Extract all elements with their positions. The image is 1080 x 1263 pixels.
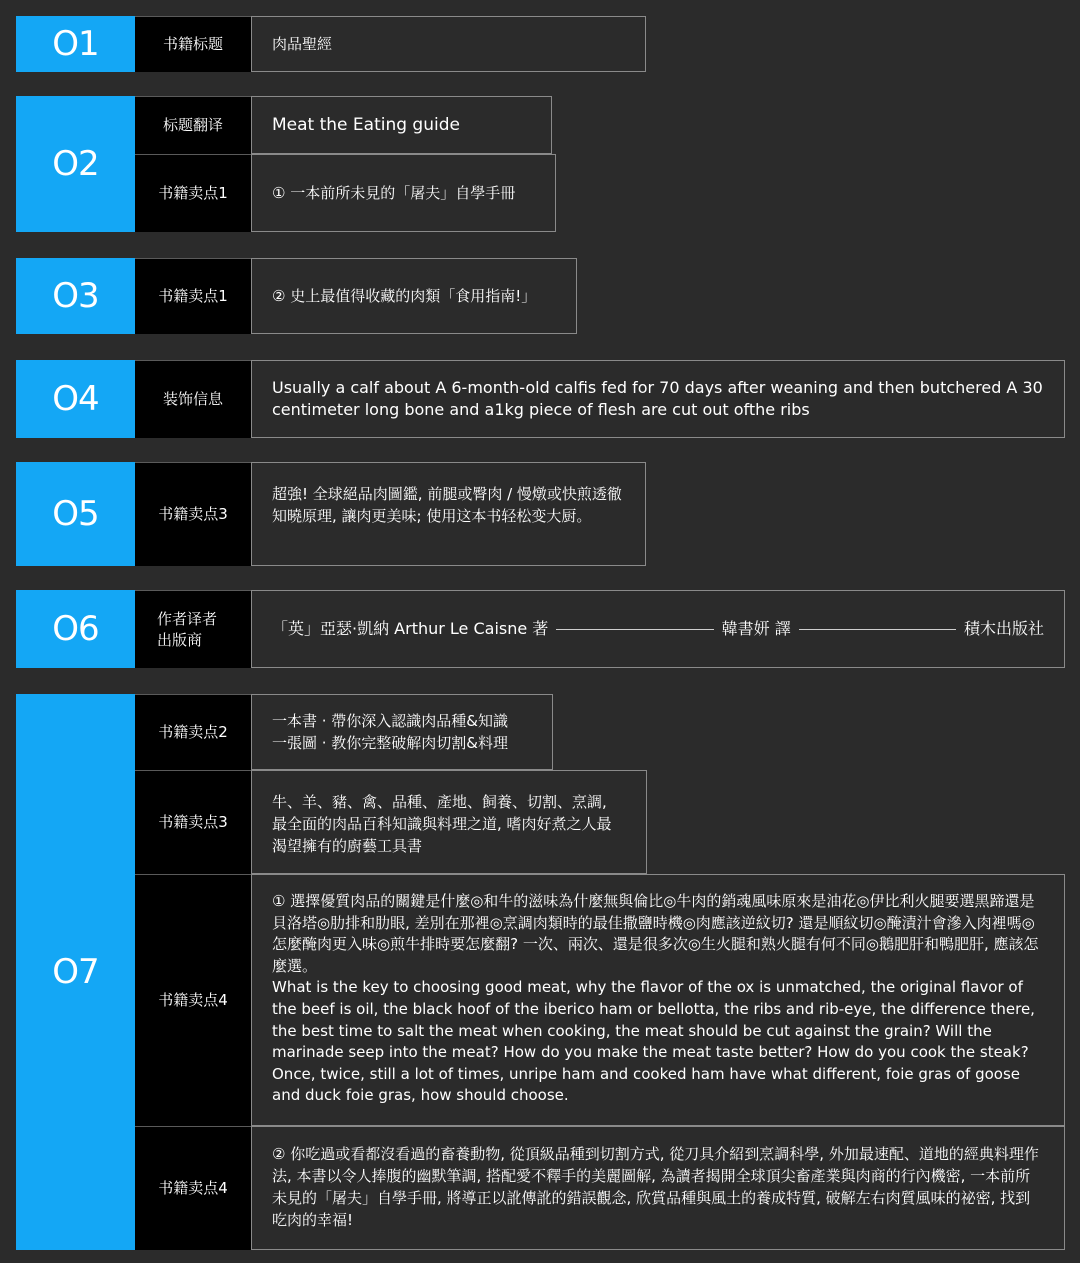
- field-label-author-translator-publisher: [135, 590, 251, 668]
- field-label-selling-point-1b: 书籍卖点1: [135, 258, 251, 334]
- field-value-selling-point-3: [251, 462, 646, 566]
- selling-point-1: ① 一本前所未見的「屠夫」自學手冊: [272, 184, 516, 202]
- title-translation: Meat the Eating guide: [272, 115, 460, 135]
- field-value-selling-point-4: [251, 874, 1065, 1126]
- selling-point-2-line-2: 一張圖 · 教你完整破解肉切割&料理: [272, 734, 509, 752]
- row-number-03: O3: [16, 258, 135, 334]
- selling-point-2-line-1: 一本書 · 帶你深入認識肉品種&知識: [272, 712, 509, 730]
- separator-line: [799, 629, 956, 630]
- field-value-title-translation: [251, 96, 552, 154]
- field-value-selling-point-2: [251, 694, 553, 770]
- selling-point-3: 超強! 全球絕品肉圖鑑, 前腿或臀肉 / 慢燉或快煎透徹知曉原理, 讓肉更美味; 使用这本书轻松变大厨。: [272, 485, 622, 525]
- label-line-1: 作者译者: [157, 609, 218, 628]
- decoration-info: Usually a calf about A 6-month-old calfis fed for 70 days after weaning and then butchered A 30 centimeter long bone and a1kg piece of flesh are cut out ofthe ribs: [272, 378, 1043, 419]
- field-value-selling-point-3b: [251, 770, 647, 874]
- translator: 韓書妍 譯: [721, 619, 791, 638]
- field-label-selling-point-2: 书籍卖点2: [135, 694, 251, 770]
- field-label-selling-point-3: 书籍卖点3: [135, 462, 251, 566]
- row-number-07: O7: [16, 694, 135, 1250]
- field-label-selling-point-3b: 书籍卖点3: [135, 770, 251, 874]
- author: 「英」亞瑟·凱納 Arthur Le Caisne 著: [272, 619, 549, 638]
- selling-point-4-english: What is the key to choosing good meat, why the flavor of the ox is unmatched, the original flavor of the beef is oil, the black hoof of the iberico ham or bellotta, the ribs and rib-eye, the difference there, the best time to salt the meat when cooking, the meat should be cut against the grain? Will the marinade seep into the meat? How do you make the meat taste better? How do you cook the steak? Once, twice, still a lot of times, unripe ham and cooked ham have what different, foie gras of goose and duck foie gras, how should choose.: [272, 978, 1035, 1105]
- row-number-01: O1: [16, 16, 135, 72]
- row-number-05: O5: [16, 462, 135, 566]
- field-value-title: [251, 16, 646, 72]
- selling-point-4b: ② 你吃過或看都沒看過的畜養動物, 從頂級品種到切割方式, 從刀具介紹到烹調科學, 外加最速配、道地的經典料理作法, 本書以令人捧腹的幽默筆調, 搭配愛不釋手的美麗圖解, 為讀者揭開全球頂尖畜產業與肉商的行內機密, 一本前所未見的「屠夫」自學手冊, 將導正以訛傳訛的錯誤觀念, 欣賞品種與風土的養成特質, 破解左右肉質風味的祕密, 找到吃肉的幸福!: [272, 1145, 1039, 1229]
- row-number-04: O4: [16, 360, 135, 438]
- field-value-selling-point-1: [251, 154, 556, 232]
- selling-point-3b: 牛、羊、豬、禽、品種、產地、飼養、切割、烹調, 最全面的肉品百科知識與料理之道, 嗜肉好煮之人最渴望擁有的廚藝工具書: [272, 793, 612, 855]
- field-label-selling-point-4: 书籍卖点4: [135, 874, 251, 1126]
- book-title: 肉品聖經: [272, 35, 333, 53]
- separator-line: [556, 629, 713, 630]
- field-value-decoration-info: [251, 360, 1065, 438]
- field-value-selling-point-1b: [251, 258, 577, 334]
- row-number-02: O2: [16, 96, 135, 232]
- field-value-selling-point-4b: [251, 1126, 1065, 1250]
- field-label-decoration-info: 装饰信息: [135, 360, 251, 438]
- field-value-credits: [251, 590, 1065, 668]
- field-label-selling-point-1: 书籍卖点1: [135, 154, 251, 232]
- field-label-title: 书籍标题: [135, 16, 251, 72]
- selling-point-4-chinese: ① 選擇優質肉品的關鍵是什麼◎和牛的滋味為什麼無與倫比◎牛肉的銷魂風味原來是油花◎伊比利火腿要選黑蹄還是貝洛塔◎肋排和肋眼, 差別在那裡◎烹調肉類時的最佳撒鹽時機◎肉應該逆紋切? 還是順紋切◎醃漬汁會滲入肉裡嗎◎怎麼醃肉更入味◎煎牛排時要怎麼翻? 一次、兩次、還是很多次◎生火腿和熟火腿有何不同◎鵝肥肝和鴨肥肝, 應該怎麼選。: [272, 892, 1039, 975]
- selling-point-1b: ② 史上最值得收藏的肉類「食用指南!」: [272, 287, 537, 305]
- field-label-title-translation: 标题翻译: [135, 96, 251, 154]
- field-label-selling-point-4b: 书籍卖点4: [135, 1126, 251, 1250]
- row-number-06: O6: [16, 590, 135, 668]
- label-line-2: 出版商: [157, 630, 203, 649]
- publisher: 積木出版社: [964, 619, 1045, 638]
